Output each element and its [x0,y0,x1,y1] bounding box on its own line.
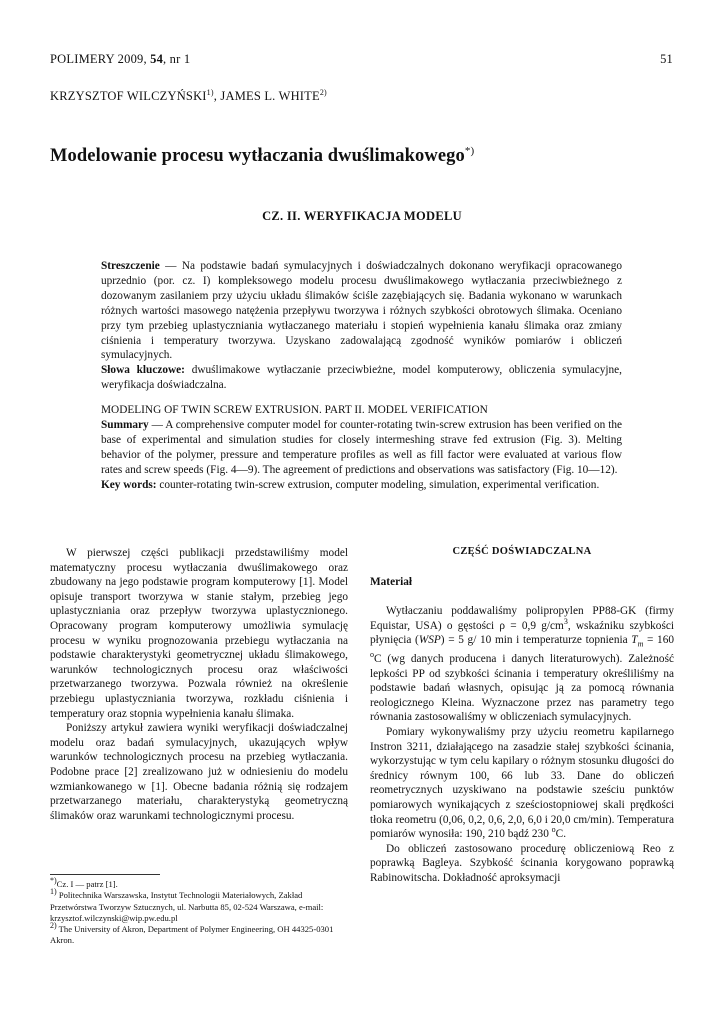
journal-name: POLIMERY 2009, [50,52,151,66]
author-separator: , [213,89,221,103]
footnotes [50,876,350,947]
keywords-label: Słowa kluczowe: [101,364,185,377]
p1-part-b: , wskaźniku szybkości płynięcia ( [370,619,674,647]
abstract-polish-body [101,259,622,363]
author-1: KRZYSZTOF WILCZYŃSKI [50,89,207,103]
footnote-1-mark: *) [50,876,57,886]
footnote-3-text: The University of Akron, Department of Polymer Engineering, OH 44325-0301 Akron. [50,924,334,946]
key-words-text: counter-rotating twin-screw extrusion, computer modeling, simulation, experimental verification. [156,478,600,491]
keywords-polish [101,363,622,393]
p1-tm-sub: m [637,639,644,649]
subsection-heading: Materiał [370,576,413,588]
p1-part-a: Wytłaczaniu poddawaliśmy polipropylen PP88-GK (firmy Equistar, USA) o gęstości ρ = 0,9 g/cm [370,605,674,632]
footnote-1-text: Cz. I — patrz [1]. [56,879,118,889]
p1-part-d: = 160 [643,634,674,647]
keywords-text: dwuślimakowe wytłaczanie przeciwbieżne, model komputerowy, obliczenia symulacyjne, weryfikacja doświadczalna. [101,364,622,392]
paper-title-mark: *) [464,144,475,157]
abstract-label: Streszczenie [101,260,160,272]
journal-issue: , nr 1 [163,52,191,66]
intro-paragraph-1: W pierwszej części publikacji przedstawiliśmy model matematyczny procesu wytłaczania dwuślimakowego oraz zbudowany na jego podstawie program komputerowy [1]. Model opisuje transport tworzywa w stanie stałym, przebieg jego uplastyczniania oraz przepływ tworzywa uplastycznionego. Opracowany program komputerowy umożliwia symulację procesu w wyniku prognozowania przebiegu wytłaczania na podstawie charakterystyki geometrycznej układu ślimakowego, warunków technologicznych procesu oraz właściwości przetwarzanego tworzywa. Pozwala również na określenie przebiegu uplastyczniania tworzywa, rozkładu ciśnienia i temperatury oraz stopnia wypełnienia kanału ślimaka. [50,547,348,720]
abstract-text: — Na podstawie badań symulacyjnych i doświadczalnych dokonano weryfikacji opracowanego uprzednio (por. cz. I) kompleksowego modelu procesu dwuślimakowego wytłaczania przeciwbieżnego z dozowanym zasilaniem przy użyciu układu ślimaków ściśle zazębiających się. Badania wykonano w warunkach różnych wartości masowego natężenia przepływu tworzywa i różnych szybkości obrotowych ślimaka. Oceniano przy tym przebieg uplastyczniania wytłaczanego materiału i stopień wypełnienia kanału ślimaka oraz zmiany ciśnienia i temperatury tworzywa. Uzyskano zadowalającą zgodność wyników pomiarów i obliczeń symulacyjnych. [101,260,622,362]
footnote-1 [50,876,350,890]
right-column [370,604,674,886]
summary-label: Summary [101,418,149,431]
footnote-2-mark: 1) [50,887,57,897]
footnote-divider [50,874,160,875]
english-title: MODELING OF TWIN SCREW EXTRUSION. PART II. MODEL VERIFICATION [101,404,488,416]
p1-part-e: C (wg danych producena i danych literaturowych). Zależność lepkości PP od szybkości ścinania i temperatury określiliśmy na podstawie badań własnych, opisując ją za pomocą równania reologicznego Kleina. Wyznaczone przez nas parametry tego równania zastosowaliśmy w obliczeniach symulacyjnych. [370,653,674,724]
p1-wsp: WSP [418,634,441,647]
p1-degree: o [370,650,374,660]
footnote-3-mark: 2) [50,921,57,931]
intro-paragraph-2: Poniższy artykuł zawiera wyniki weryfikacji doświadczalnej modelu oraz badań symulacyjnych, ukazujących wpływ warunków technologicznych procesu na przebieg wytłaczania. Podobne prace [2] zrealizowano już w odniesieniu do modelu wzmiankowanego w [1]. Obecne badania różnią się rodzajem przetwarzanego materiału, charakterystyką geometryczną ślimaków oraz warunkami technologicznymi procesu. [50,722,348,822]
p1-tm: T [631,634,638,647]
abstract-polish [101,259,622,393]
author-2: JAMES L. WHITE [220,89,320,103]
p2-part-a: Pomiary wykonywaliśmy przy użyciu reometru kapilarnego Instron 3211, działającego na zasadzie stałej szybkości ścinania, wykorzystując w tym celu kapilary o różnym stosunku długości do średnicy równym 100, 66 lub 33. Dane do obliczeń reometrycznych uzyskiwano na podstawie sześciu punktów pomiarowych wynikających z sześciostopniowej skali prędkości tłoka reometru (0,06, 0,2, 0,6, 2,0, 6,0 i 20,0 cm/min). Temperatura pomiarów wynosiła: 190, 210 bądź 230 [370,726,674,841]
p2-degree: o [551,825,556,835]
key-words-label: Key words: [101,478,157,491]
page-number: 51 [660,52,673,66]
paper-title [50,146,474,167]
material-paragraph-1 [370,604,674,725]
author-1-mark: 1) [206,87,214,97]
footnote-3 [50,921,350,947]
paper-subtitle: CZ. II. WERYFIKACJA MODELU [262,209,462,223]
footnote-2-text: Politechnika Warszawska, Instytut Technologii Materiałowych, Zakład Przetwórstwa Tworzyw Sztucznych, ul. Narbutta 85, 02-524 Warszawa, e-mail: krzysztof.wilczynski@wip.pw.edu.pl [50,890,324,923]
author-line [50,89,327,104]
summary-text: — A comprehensive computer model for counter-rotating twin-screw extrusion has been verified on the base of experimental and simulation studies for closely intermeshing strave fed extrusion (Fig. 3). Melting behavior of the polymer, pressure and temperature profiles as well as fill factor were evaluated at various flow rates and screw speeds (Fig. 4—9). The agreement of predictions and observations was satisfactory (Fig. 10—12). [101,418,622,476]
section-heading: CZĘŚĆ DOŚWIADCZALNA [452,546,592,557]
p1-superscript: 3 [563,616,568,626]
journal-volume: 54 [150,52,164,66]
author-2-mark: 2) [319,87,327,97]
paper-title-text: Modelowanie procesu wytłaczania dwuślimakowego [50,146,465,166]
material-paragraph-3: Do obliczeń zastosowano procedurę obliczeniową Reo z poprawką Bagleya. Szybkość ścinania korygowano poprawką Rabinowitscha. Dokładność aproksymacji [370,842,674,884]
p1-part-c: ) = 5 g/ 10 min i temperaturze topnienia [440,634,632,647]
material-paragraph-2 [370,725,674,842]
summary-body [101,418,622,478]
footnote-2 [50,887,350,924]
running-header [50,52,190,67]
left-column [50,546,348,823]
keywords-english [101,478,622,493]
p2-part-b: C. [555,828,567,841]
abstract-english [101,403,622,492]
